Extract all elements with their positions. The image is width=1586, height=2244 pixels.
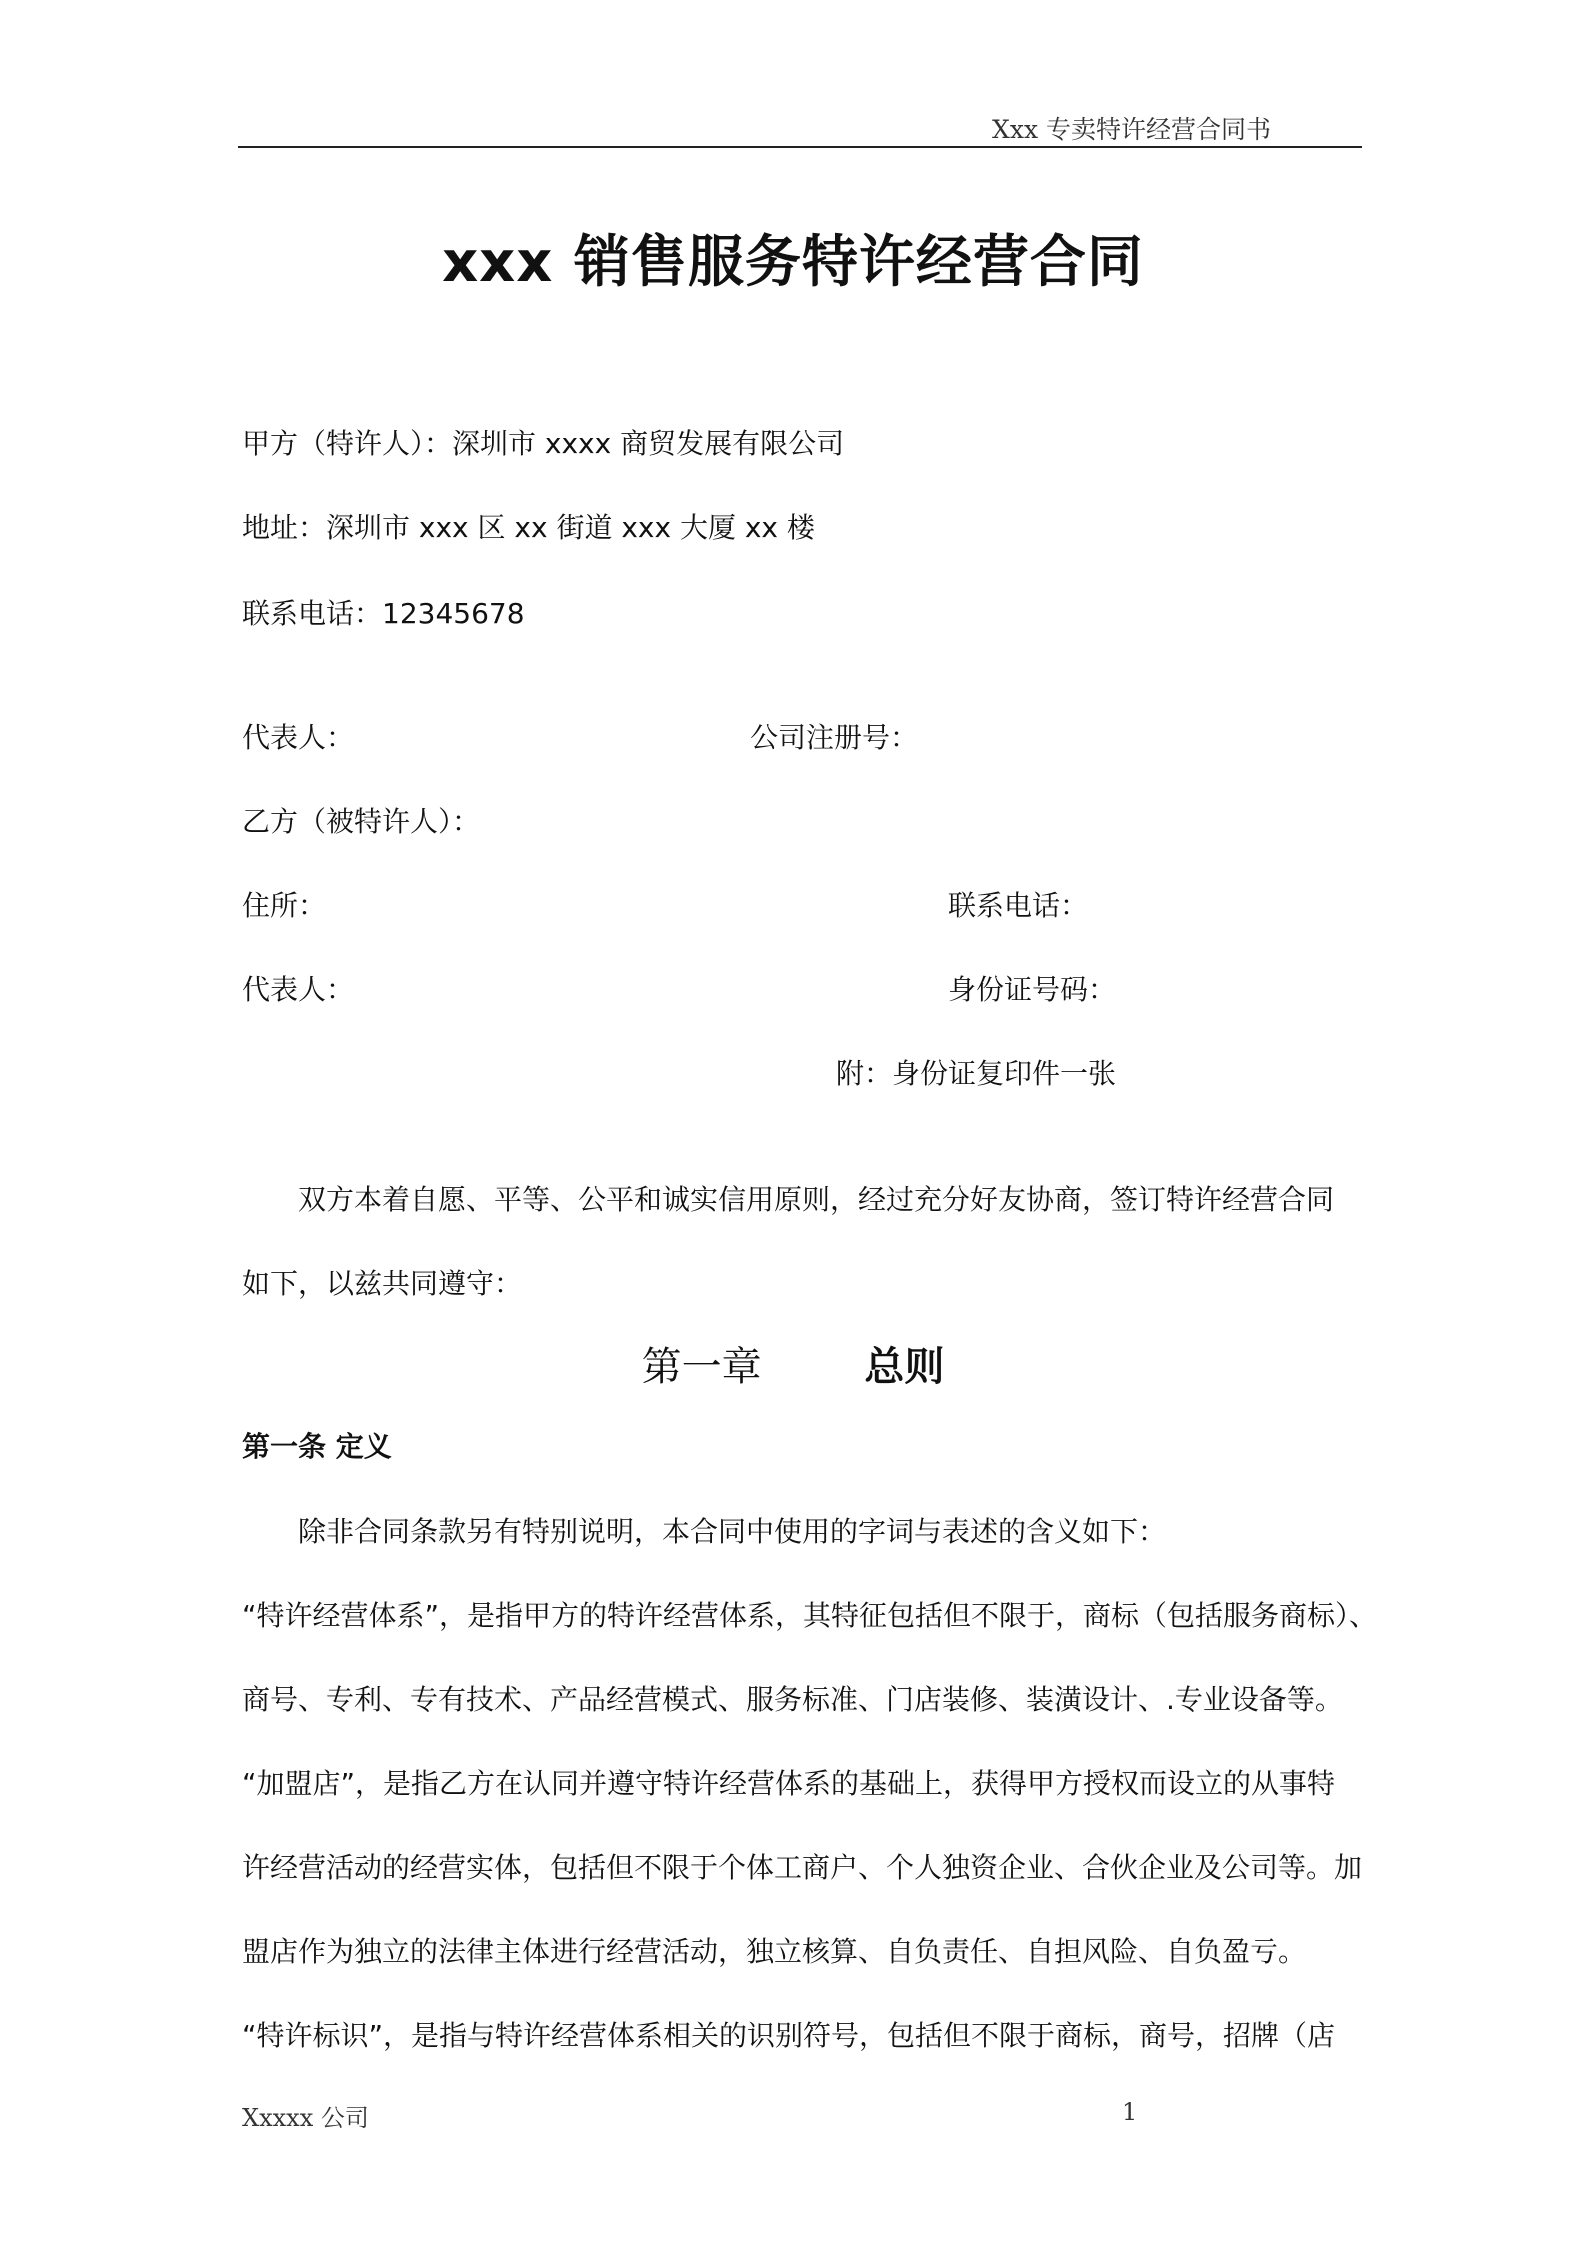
party-b-name: 乙方（被特许人）：: [242, 805, 481, 838]
preamble-line-1: 双方本着自愿、平等、公平和诚实信用原则，经过充分好友协商，签订特许经营合同: [242, 1183, 1335, 1216]
chapter-name: 总则: [864, 1344, 945, 1390]
running-header: Xxx 专卖特许经营合同书: [992, 115, 1271, 144]
article-line: 除非合同条款另有特别说明，本合同中使用的字词与表述的含义如下：: [242, 1515, 1167, 1548]
article-line: “特许标识”，是指与特许经营体系相关的识别符号，包括但不限于商标，商号，招牌（店: [242, 2019, 1336, 2052]
party-b-residence-label: 住所：: [242, 889, 327, 922]
attachment-note: 附：身份证复印件一张: [836, 1057, 1117, 1090]
article-line: “特许经营体系”，是指甲方的特许经营体系，其特征包括但不限于，商标（包括服务商标）、: [242, 1599, 1378, 1632]
article-line: 许经营活动的经营实体，包括但不限于个体工商户、个人独资企业、合伙企业及公司等。加: [242, 1851, 1363, 1884]
article-line: 商号、专利、专有技术、产品经营模式、服务标准、门店装修、装潢设计、.专业设备等。: [242, 1683, 1343, 1716]
party-b-phone-label: 联系电话：: [948, 889, 1089, 922]
article-line: 盟店作为独立的法律主体进行经营活动，独立核算、自负责任、自担风险、自负盈亏。: [242, 1935, 1307, 1968]
footer-page-number: 1: [1122, 2098, 1138, 2126]
party-b-representative-label: 代表人：: [242, 973, 355, 1006]
party-a-address: 地址：深圳市 xxx 区 xx 街道 xxx 大厦 xx 楼: [242, 511, 815, 544]
party-a-registration-label: 公司注册号：: [750, 721, 919, 754]
article-heading: 第一条 定义: [242, 1430, 392, 1463]
footer-company: Xxxxx 公司: [242, 2104, 369, 2132]
party-a-name: 甲方（特许人）：深圳市 xxxx 商贸发展有限公司: [242, 427, 845, 460]
chapter-number: 第一章: [641, 1344, 762, 1390]
party-b-id-label: 身份证号码：: [948, 973, 1117, 1006]
party-a-phone: 联系电话：12345678: [242, 597, 525, 630]
chapter-heading: [0, 1335, 1586, 1392]
article-line: “加盟店”，是指乙方在认同并遵守特许经营体系的基础上，获得甲方授权而设立的从事特: [242, 1767, 1336, 1800]
document-title: xxx 销售服务特许经营合同: [442, 230, 1144, 295]
party-a-representative-label: 代表人：: [242, 721, 355, 754]
preamble-line-2: 如下，以兹共同遵守：: [242, 1267, 523, 1300]
header-divider: [238, 146, 1362, 148]
